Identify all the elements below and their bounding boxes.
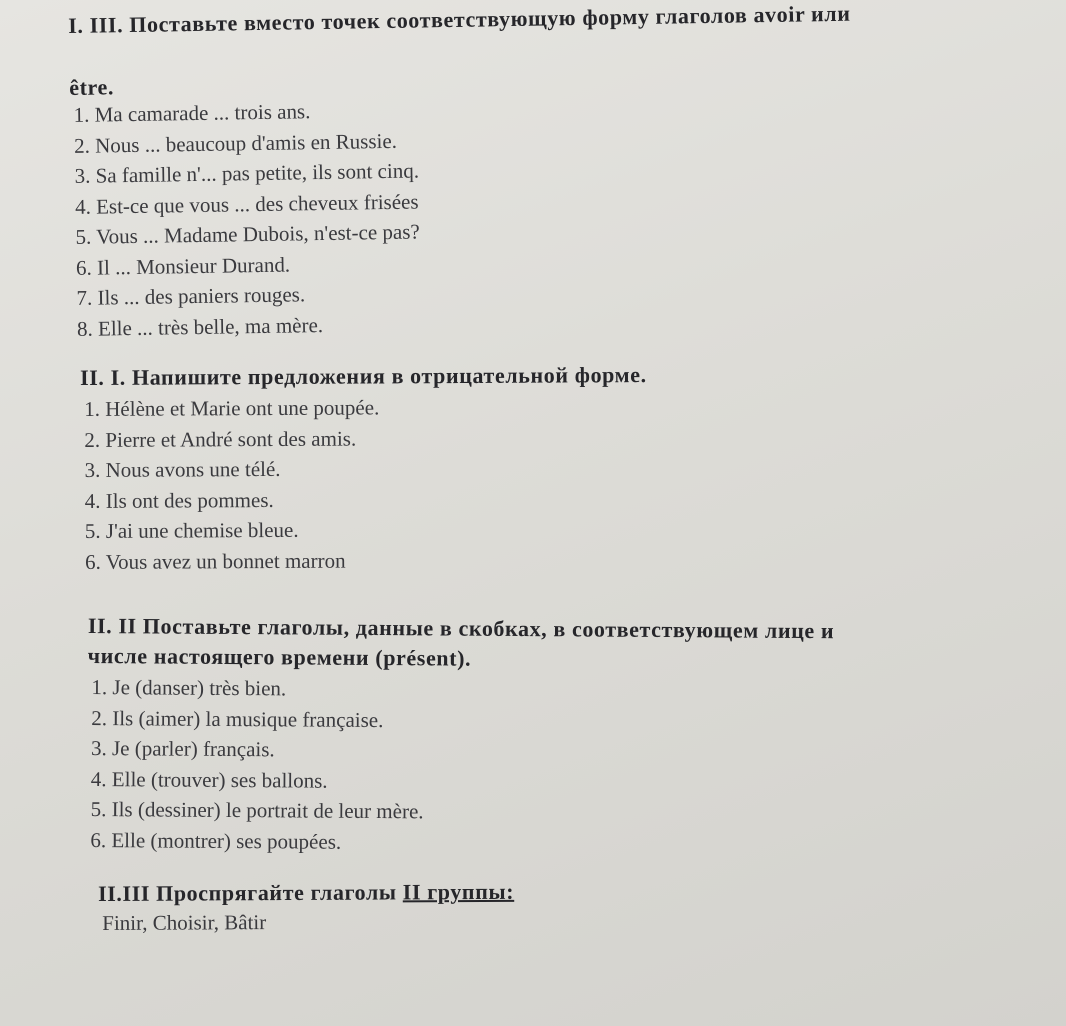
exercise-heading: II. I. Напишите предложения в отрицательной форме. bbox=[80, 362, 647, 390]
exercise-items bbox=[69, 88, 855, 344]
exercise-item: 3. Nous avons une télé. bbox=[84, 456, 281, 482]
exercise-item: 1. Je (danser) très bien. bbox=[91, 675, 287, 701]
exercise-conjugation bbox=[98, 878, 514, 939]
exercise-item: 8. Elle ... très belle, ma mère. bbox=[76, 312, 324, 341]
exercise-item: 4. Est-ce que vous ... des cheveux frisées bbox=[74, 189, 419, 219]
exercise-item: 2. Pierre et André sont des amis. bbox=[84, 426, 357, 452]
exercise-item: 3. Sa famille n'... pas petite, ils sont cinq. bbox=[74, 158, 420, 188]
exercise-item: 7. Ils ... des paniers rouges. bbox=[76, 282, 306, 310]
exercise-heading-text: II.III Проспрягайте глаголы bbox=[98, 879, 403, 906]
exercise-negative-form bbox=[80, 361, 648, 577]
exercise-item: 1. Ma camarade ... trois ans. bbox=[73, 99, 311, 127]
exercise-item: 6. Vous avez un bonnet marron bbox=[84, 548, 346, 574]
exercise-item: 4. Ils ont des pommes. bbox=[84, 487, 274, 513]
exercise-item: 6. Il ... Monsieur Durand. bbox=[75, 252, 291, 280]
exercise-item: 2. Nous ... beaucoup d'amis en Russie. bbox=[73, 128, 398, 158]
exercise-items bbox=[98, 906, 514, 939]
exercise-heading: I. III. Поставьте вместо точек соответствующую форму глаголов avoir или bbox=[68, 0, 851, 38]
exercise-heading: II. II Поставьте глаголы, данные в скобках, в соответствующем лице и bbox=[87, 613, 835, 644]
exercise-heading-continued: être. bbox=[69, 74, 115, 100]
exercise-item: 5. Vous ... Madame Dubois, n'est-ce pas? bbox=[75, 219, 420, 249]
exercise-heading bbox=[98, 878, 514, 908]
exercise-item: 5. Ils (dessiner) le portrait de leur mère. bbox=[90, 797, 424, 824]
exercise-heading-continued: числе настоящего времени (présent). bbox=[87, 642, 472, 671]
exercise-item: 5. J'ai une chemise bleue. bbox=[84, 517, 299, 543]
exercise-heading-underlined: II группы: bbox=[402, 878, 515, 905]
exercise-avoir-etre bbox=[68, 0, 856, 344]
exercise-items bbox=[80, 391, 648, 577]
exercise-item: 4. Elle (trouver) ses ballons. bbox=[90, 766, 328, 793]
exercise-items bbox=[86, 672, 834, 860]
exercise-item: 3. Je (parler) français. bbox=[90, 736, 275, 762]
exercise-item: 1. Hélène et Marie ont une poupée. bbox=[84, 395, 380, 421]
exercise-item: 2. Ils (aimer) la musique française. bbox=[91, 705, 384, 732]
exercise-item: 6. Elle (montrer) ses poupées. bbox=[90, 827, 342, 854]
exercise-present-tense bbox=[86, 612, 834, 860]
exercise-item: Finir, Choisir, Bâtir bbox=[102, 910, 267, 935]
